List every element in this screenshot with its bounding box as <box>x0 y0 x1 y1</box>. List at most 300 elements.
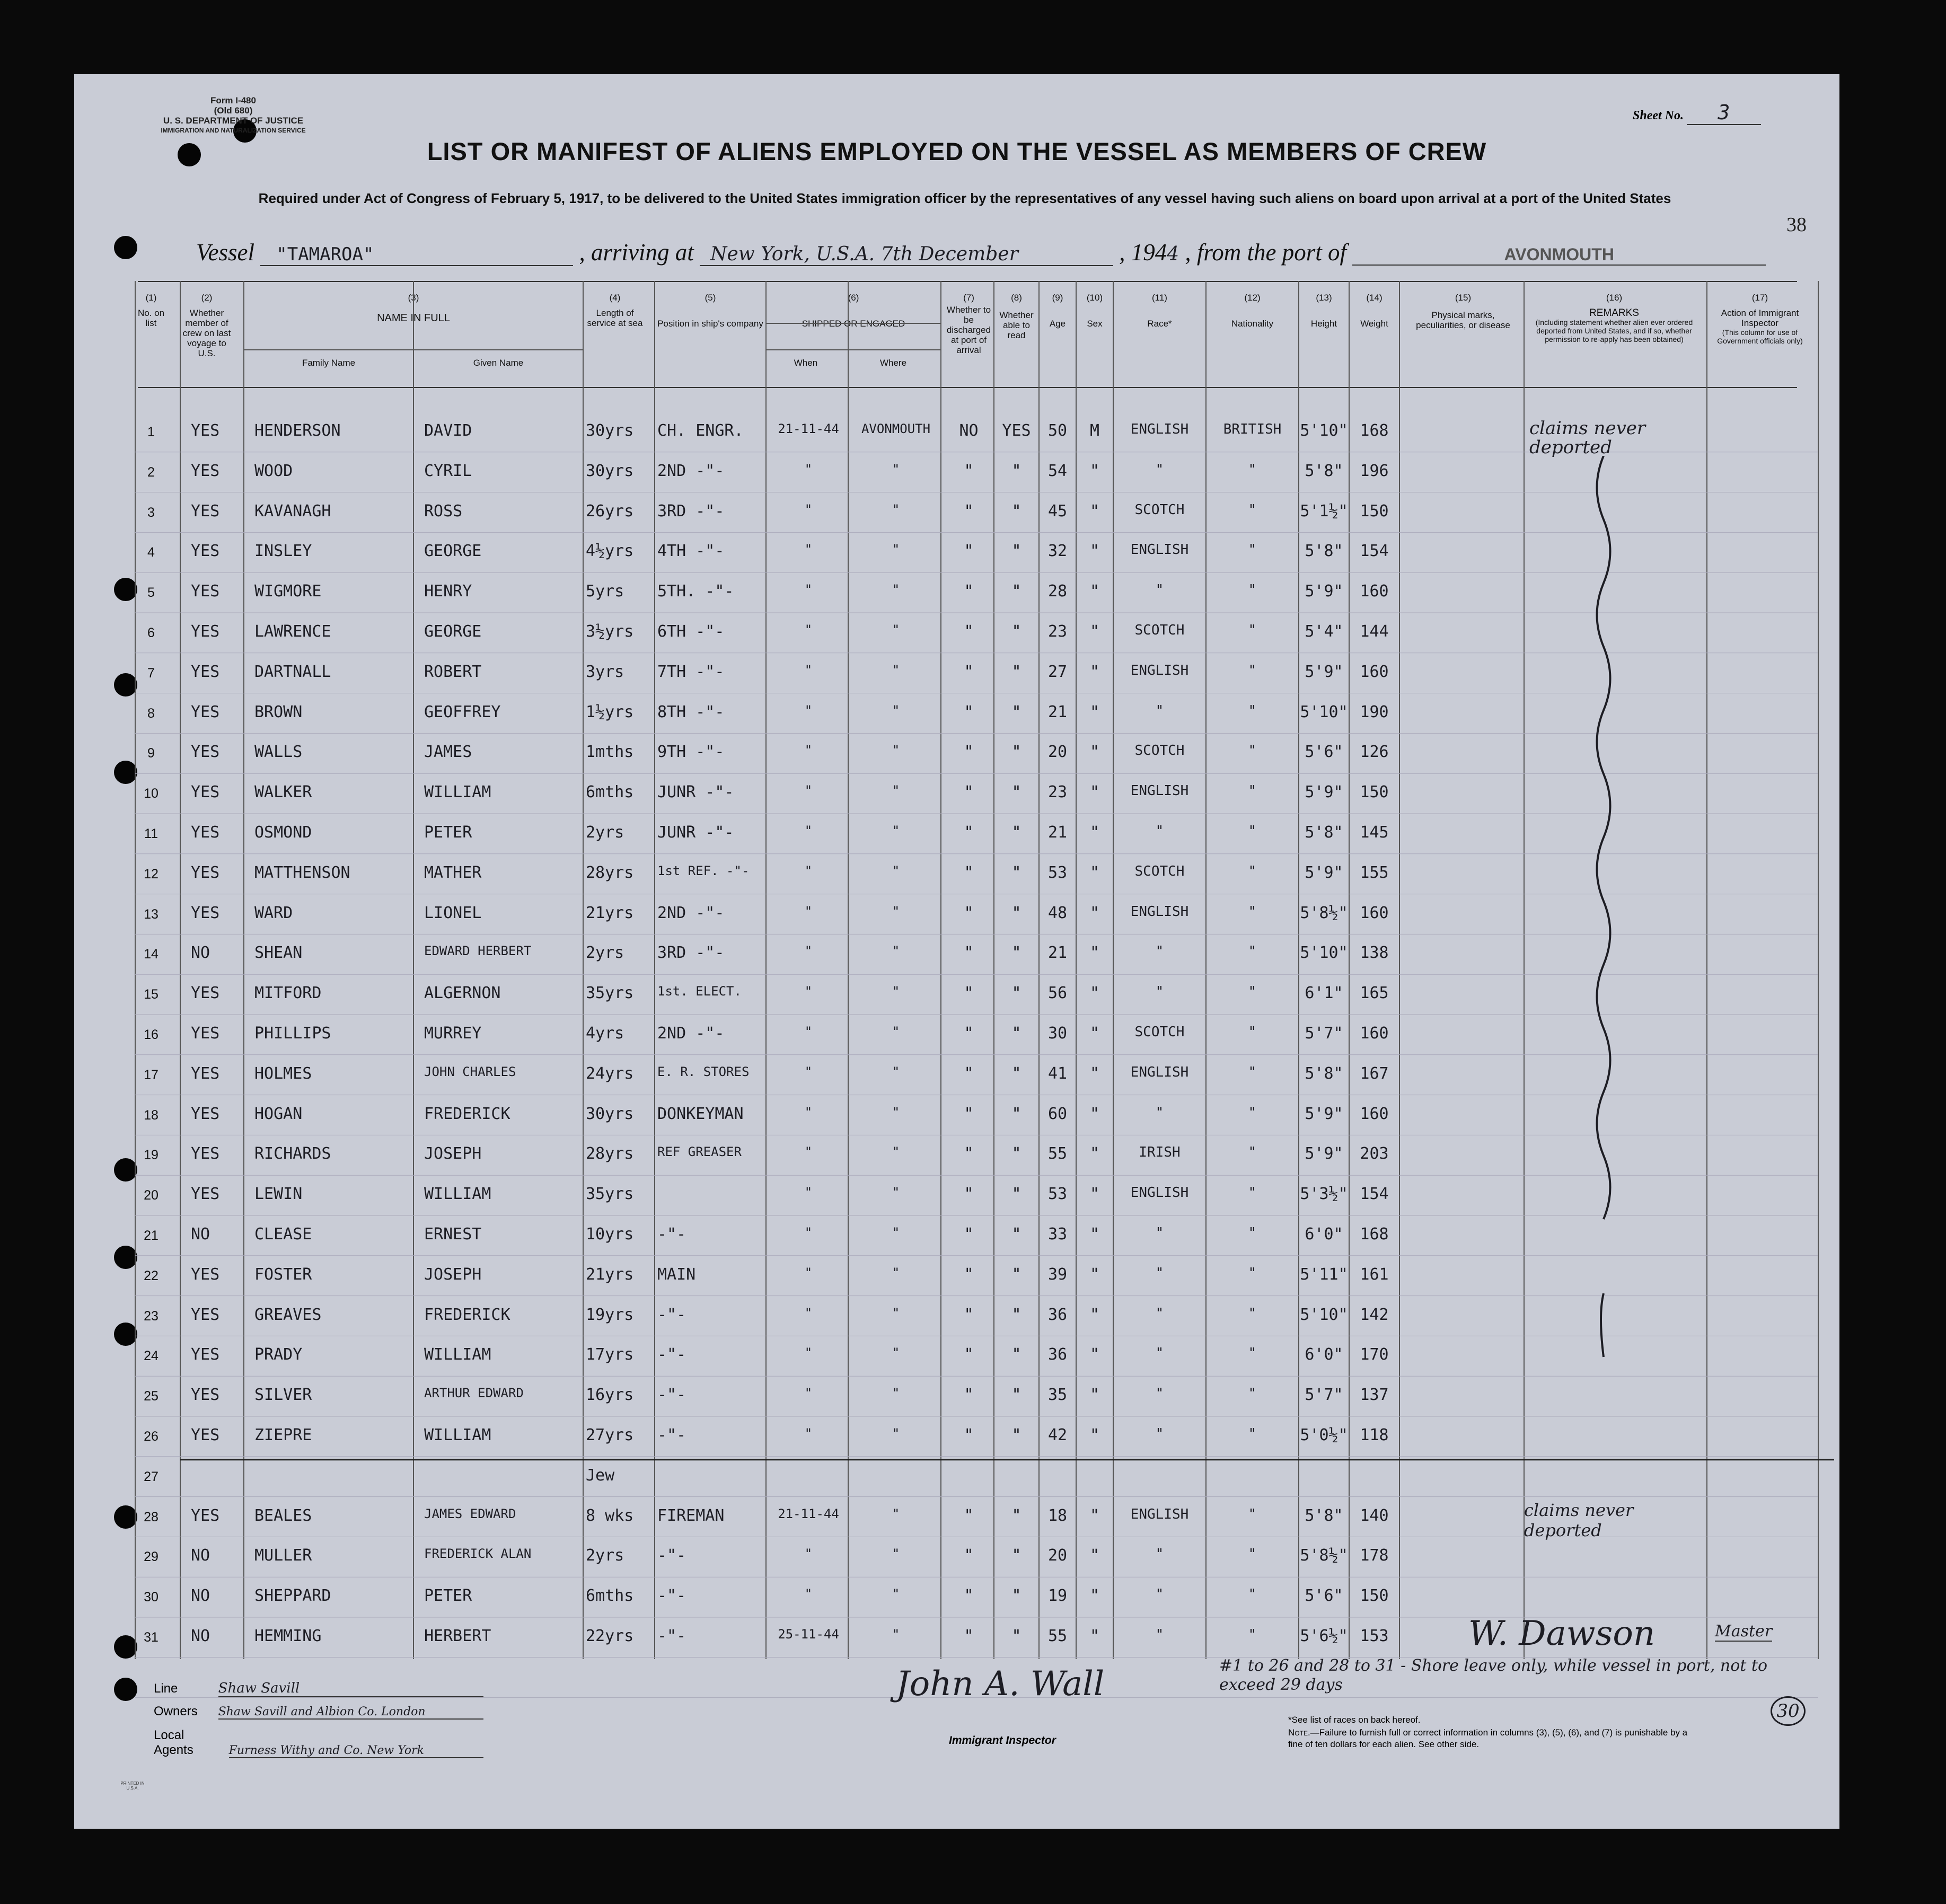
cell-discharged: " <box>964 783 974 802</box>
cell-crew: NO <box>191 1627 210 1645</box>
cell-discharged: " <box>964 903 974 922</box>
cell-read: " <box>1011 1265 1022 1284</box>
cell-family: WALKER <box>254 783 312 802</box>
cell-position: JUNR -"- <box>657 783 734 802</box>
cell-age: 53 <box>1047 863 1068 882</box>
cell-sex: " <box>1089 501 1100 521</box>
cell-read: " <box>1011 582 1022 601</box>
cell-weight: 160 <box>1360 903 1389 922</box>
arriving-port: New York, U.S.A. 7th December <box>700 243 1113 266</box>
cell-read: " <box>1011 622 1022 641</box>
cell-position: -"- <box>657 1627 686 1645</box>
cell-where: " <box>892 944 900 959</box>
cell-sex: " <box>1089 1104 1100 1123</box>
cell-height: 5'7" <box>1305 1024 1343 1043</box>
cell-nationality: " <box>1248 743 1257 759</box>
cell-crew: YES <box>191 622 220 641</box>
cell-service: 27yrs <box>586 1426 634 1444</box>
cell-service: 30yrs <box>586 461 634 480</box>
printer-mark: PRINTED IN U.S.A. <box>120 1781 145 1791</box>
cell-height: 5'8" <box>1305 823 1343 842</box>
col17-header: (17) Action of Immigrant Inspector (This column for use of Government officials only) <box>1710 293 1810 345</box>
cell-height: 5'8½" <box>1300 1546 1348 1565</box>
cell-sex: " <box>1089 1426 1100 1444</box>
page-subtitle: Required under Act of Congress of February 5, 1917, to be delivered to the United States immigration officer by the representatives of any vessel having such aliens on board upon arrival at a port of the United States <box>258 190 1671 206</box>
form-service: IMMIGRATION AND NATURALIZATION SERVICE <box>161 127 306 134</box>
cell-weight: 140 <box>1360 1506 1389 1525</box>
from-port: AVONMOUTH <box>1352 245 1766 266</box>
cell-when: " <box>804 1386 813 1401</box>
cell-read: " <box>1011 863 1022 882</box>
cell-read: " <box>1011 1064 1022 1083</box>
cell-sex: " <box>1089 1024 1100 1043</box>
cell-no: 28 <box>144 1509 159 1524</box>
cell-when: " <box>804 1586 813 1602</box>
col17-label: Action of Immigrant Inspector <box>1721 308 1799 328</box>
cell-discharged: " <box>964 1627 974 1645</box>
cell-weight: 142 <box>1360 1305 1389 1324</box>
col10-header: (10) Sex <box>1076 293 1113 329</box>
cell-family: LAWRENCE <box>254 622 331 641</box>
cell-weight: 154 <box>1360 542 1389 561</box>
cell-service: 24yrs <box>586 1064 634 1083</box>
form-number: Form I-480 <box>210 95 256 105</box>
cell-race: " <box>1155 1345 1164 1362</box>
cell-family: HENDERSON <box>254 421 341 440</box>
col13-label: Height <box>1310 319 1337 329</box>
cell-age: 39 <box>1047 1265 1068 1284</box>
cell-discharged: " <box>964 1506 974 1525</box>
cell-height: 5'1½" <box>1300 501 1348 521</box>
cell-discharged: " <box>964 501 974 521</box>
cell-read: " <box>1011 903 1022 922</box>
vessel-label: Vessel <box>196 239 254 266</box>
cell-where: " <box>892 582 900 597</box>
cell-position: -"- <box>657 1225 686 1244</box>
cell-where: " <box>892 1024 900 1039</box>
cell-race: " <box>1155 1104 1164 1121</box>
cell-family: HOLMES <box>254 1064 312 1083</box>
line-label: Line <box>154 1681 178 1696</box>
cell-height: 5'8" <box>1305 461 1343 480</box>
cell-given: HERBERT <box>424 1627 491 1645</box>
cell-family: CLEASE <box>254 1225 312 1244</box>
cell-height: 5'9" <box>1305 662 1343 681</box>
col3-family-header: Family Name <box>302 358 356 368</box>
cell-discharged: " <box>964 1024 974 1043</box>
cell-age: 32 <box>1047 542 1068 561</box>
cell-where: " <box>892 1546 900 1562</box>
cell-service: 21yrs <box>586 903 634 922</box>
cell-weight: 144 <box>1360 622 1389 641</box>
cell-service: 28yrs <box>586 1144 634 1163</box>
cell-service: 17yrs <box>586 1345 634 1364</box>
cell-where: " <box>892 1265 900 1280</box>
cell-no: 21 <box>144 1228 159 1243</box>
cell-crew: YES <box>191 863 220 882</box>
cell-nationality: " <box>1248 542 1257 558</box>
cell-discharged: " <box>964 1225 974 1244</box>
cell-when: " <box>804 863 813 878</box>
agents-value: Furness Withy and Co. New York <box>229 1744 483 1758</box>
cell-family: FOSTER <box>254 1265 312 1284</box>
col15-header: (15) Physical marks, peculiarities, or disease <box>1416 293 1510 330</box>
cell-sex: " <box>1089 1144 1100 1163</box>
cell-position: E. R. STORES <box>657 1064 750 1079</box>
col6-header: (6) SHIPPED OR ENGAGED <box>766 293 941 329</box>
cell-where: " <box>892 702 900 718</box>
cell-nationality: " <box>1248 863 1257 879</box>
punch-hole <box>114 1323 137 1346</box>
cell-no: 17 <box>144 1067 159 1082</box>
header-top-rule <box>138 281 1797 282</box>
punch-hole <box>114 1678 137 1701</box>
cell-read: " <box>1011 1386 1022 1405</box>
cell-age: 50 <box>1047 421 1068 440</box>
cell-nationality: " <box>1248 1265 1257 1281</box>
cell-no: 24 <box>144 1348 159 1364</box>
cell-crew: YES <box>191 662 220 681</box>
cell-service: 3yrs <box>586 662 624 681</box>
circled-count-value: 30 <box>1776 1700 1800 1722</box>
cell-read: " <box>1011 1506 1022 1525</box>
cell-where: " <box>892 1506 900 1521</box>
cell-weight: 126 <box>1360 743 1389 762</box>
cell-weight: 138 <box>1360 944 1389 963</box>
cell-race: SCOTCH <box>1134 501 1185 518</box>
cell-given: PETER <box>424 1586 472 1606</box>
cell-weight: 165 <box>1360 984 1389 1003</box>
cell-given: PETER <box>424 823 472 842</box>
cell-family: MITFORD <box>254 984 322 1003</box>
col16-label: REMARKS <box>1589 307 1639 319</box>
cell-where: " <box>892 1104 900 1120</box>
cell-sex: " <box>1089 984 1100 1003</box>
cell-read: " <box>1011 461 1022 480</box>
cell-where: " <box>892 1305 900 1320</box>
cell-sex: " <box>1089 1265 1100 1284</box>
cell-nationality: " <box>1248 702 1257 719</box>
cell-when: " <box>804 944 813 959</box>
cell-discharged: " <box>964 1586 974 1606</box>
cell-crew: YES <box>191 1185 220 1204</box>
cell-weight: 190 <box>1360 702 1389 721</box>
cell-age: 19 <box>1047 1586 1068 1606</box>
col5-label: Position in ship's company <box>657 319 763 329</box>
cell-service: 2yrs <box>586 944 624 963</box>
cell-family: PHILLIPS <box>254 1024 331 1043</box>
cell-given: GEORGE <box>424 622 482 641</box>
punch-hole <box>114 673 137 697</box>
cell-where: " <box>892 1185 900 1200</box>
cell-height: 5'0½" <box>1300 1426 1348 1444</box>
cell-crew: YES <box>191 1265 220 1284</box>
cell-position: 7TH -"- <box>657 662 725 681</box>
cell-read: " <box>1011 1104 1022 1123</box>
cell-where: " <box>892 1064 900 1079</box>
cell-discharged: " <box>964 662 974 681</box>
cell-read: " <box>1011 783 1022 802</box>
footer-agents-row <box>154 1728 483 1758</box>
col4-label: Length of service at sea <box>587 308 643 328</box>
cell-no: 20 <box>144 1188 159 1203</box>
cell-sex: " <box>1089 1064 1100 1083</box>
col15-label: Physical marks, peculiarities, or disease <box>1416 310 1510 330</box>
vessel-name: "TAMAROA" <box>260 244 573 266</box>
cell-family: PRADY <box>254 1345 303 1364</box>
cell-nationality: " <box>1248 461 1257 478</box>
col8-header: (8) Whether able to read <box>994 293 1039 340</box>
cell-discharged: " <box>964 984 974 1003</box>
cell-age: 21 <box>1047 944 1068 963</box>
cell-race: " <box>1155 1627 1164 1643</box>
cell-discharged: " <box>964 1546 974 1565</box>
cell-age: 27 <box>1047 662 1068 681</box>
col12-label: Nationality <box>1231 319 1274 329</box>
cell-weight: 160 <box>1360 582 1389 601</box>
cell-crew: YES <box>191 1386 220 1405</box>
cell-race: " <box>1155 823 1164 839</box>
cell-service: 8 wks <box>586 1506 634 1525</box>
cell-sex: " <box>1089 1546 1100 1565</box>
cell-height: 5'6" <box>1305 1586 1343 1606</box>
cell-nationality: " <box>1248 1104 1257 1121</box>
cell-age: 36 <box>1047 1345 1068 1364</box>
cell-no: 19 <box>144 1148 159 1163</box>
cell-race: ENGLISH <box>1130 421 1189 437</box>
cell-service: 35yrs <box>586 984 634 1003</box>
cell-age: 60 <box>1047 1104 1068 1123</box>
cell-service: 2yrs <box>586 823 624 842</box>
cell-position: 3RD -"- <box>657 501 725 521</box>
remarks-first: claims never deported <box>1529 418 1646 458</box>
cell-no: 14 <box>144 947 159 962</box>
cell-weight: 145 <box>1360 823 1389 842</box>
cell-where: " <box>892 1386 900 1401</box>
cell-position: -"- <box>657 1386 686 1405</box>
cell-sex: " <box>1089 1627 1100 1645</box>
col3-label: NAME IN FULL <box>377 312 450 324</box>
cell-discharged: " <box>964 1305 974 1324</box>
punch-hole <box>114 761 137 784</box>
cell-height: 5'7" <box>1305 1386 1343 1405</box>
cell-nationality: " <box>1248 984 1257 1000</box>
cell-age: 36 <box>1047 1305 1068 1324</box>
page-title: LIST OR MANIFEST OF ALIENS EMPLOYED ON THE VESSEL AS MEMBERS OF CREW <box>427 137 1487 165</box>
cell-service: 5yrs <box>586 582 624 601</box>
cell-where: " <box>892 1225 900 1240</box>
cell-given: ROBERT <box>424 662 482 681</box>
cell-given: JOSEPH <box>424 1265 482 1284</box>
cell-given: WILLIAM <box>424 1426 491 1444</box>
cell-read: " <box>1011 1586 1022 1606</box>
cell-age: 54 <box>1047 461 1068 480</box>
cell-when: " <box>804 1064 813 1079</box>
cell-no: 18 <box>144 1107 159 1123</box>
cell-service: 21yrs <box>586 1265 634 1284</box>
cell-no: 6 <box>147 625 155 640</box>
cell-given: CYRIL <box>424 461 472 480</box>
cell-race: " <box>1155 1546 1164 1563</box>
cell-age: 21 <box>1047 823 1068 842</box>
cell-when: " <box>804 542 813 557</box>
col13-header: (13) Height <box>1299 293 1349 329</box>
cell-where: " <box>892 501 900 517</box>
cell-service: 1mths <box>586 743 634 762</box>
cell-family: MATTHENSON <box>254 863 350 882</box>
cell-weight: 167 <box>1360 1064 1389 1083</box>
cell-race: " <box>1155 984 1164 1000</box>
cell-no: 5 <box>147 585 155 601</box>
cell-family: SHEPPARD <box>254 1586 331 1606</box>
cell-no: 2 <box>147 464 155 480</box>
cell-race: " <box>1155 582 1164 598</box>
col2-label: Whether member of crew on last voyage to U.S. <box>182 308 231 358</box>
cell-sex: " <box>1089 863 1100 882</box>
cell-discharged: " <box>964 1064 974 1083</box>
col6-when-header: When <box>794 358 818 368</box>
manifest-sheet <box>74 74 1839 1829</box>
cell-service: 10yrs <box>586 1225 634 1244</box>
owners-value: Shaw Savill and Albion Co. London <box>218 1705 483 1720</box>
arriving-label: , arriving at <box>579 239 694 266</box>
cell-discharged: " <box>964 1345 974 1364</box>
cell-sex: " <box>1089 1225 1100 1244</box>
owners-label: Owners <box>154 1704 198 1718</box>
cell-position: -"- <box>657 1426 686 1444</box>
cell-service: Jew <box>586 1466 615 1485</box>
cell-nationality: " <box>1248 1024 1257 1040</box>
cell-crew: YES <box>191 1064 220 1083</box>
cell-position: -"- <box>657 1305 686 1324</box>
note-text: —Failure to furnish full or correct information in columns (3), (5), (6), and (7) is punishable by a fine of ten dollars for each alien. See other side. <box>1288 1727 1688 1749</box>
cell-where: " <box>892 1426 900 1441</box>
cell-weight: 196 <box>1360 461 1389 480</box>
shore-leave-note: #1 to 26 and 28 to 31 - Shore leave only, while vessel in port, not to exceed 29 days <box>1219 1656 1768 1694</box>
cell-position: JUNR -"- <box>657 823 734 842</box>
col6-label: SHIPPED OR ENGAGED <box>802 319 905 329</box>
cell-age: 55 <box>1047 1627 1068 1645</box>
cell-service: 30yrs <box>586 1104 634 1123</box>
cell-given: HENRY <box>424 582 472 601</box>
cell-height: 6'0" <box>1305 1225 1343 1244</box>
cell-sex: " <box>1089 582 1100 601</box>
cell-nationality: " <box>1248 1506 1257 1522</box>
cell-sex: " <box>1089 903 1100 922</box>
cell-race: " <box>1155 461 1164 478</box>
cell-position: -"- <box>657 1586 686 1606</box>
cell-read: " <box>1011 944 1022 963</box>
col11-header: (11) Race* <box>1113 293 1206 329</box>
cell-given: FREDERICK <box>424 1305 510 1324</box>
cell-when: 21-11-44 <box>778 421 839 436</box>
cell-discharged: NO <box>959 421 979 440</box>
col8-label: Whether able to read <box>999 310 1034 340</box>
cell-no: 1 <box>147 425 155 439</box>
cell-when: " <box>804 1144 813 1160</box>
cell-weight: 150 <box>1360 1586 1389 1606</box>
cell-race: ENGLISH <box>1130 542 1189 558</box>
cell-height: 5'3½" <box>1300 1185 1348 1204</box>
cell-discharged: " <box>964 944 974 963</box>
cell-discharged: " <box>964 702 974 721</box>
cell-where: " <box>892 1586 900 1602</box>
cell-weight: 118 <box>1360 1426 1389 1444</box>
cell-crew: NO <box>191 1225 210 1244</box>
cell-discharged: " <box>964 622 974 641</box>
cell-no: 7 <box>147 665 155 681</box>
cell-service: 6mths <box>586 783 634 802</box>
form-department: U. S. DEPARTMENT OF JUSTICE <box>163 116 304 126</box>
cell-age: 30 <box>1047 1024 1068 1043</box>
cell-discharged: " <box>964 823 974 842</box>
cell-no: 3 <box>147 505 155 520</box>
cell-nationality: " <box>1248 1345 1257 1362</box>
cell-family: HEMMING <box>254 1627 322 1645</box>
cell-race: " <box>1155 944 1164 960</box>
col12-header: (12) Nationality <box>1206 293 1299 329</box>
cell-no: 15 <box>144 987 159 1002</box>
year-value: 4 <box>1167 243 1179 265</box>
cell-no: 11 <box>144 826 158 841</box>
cell-height: 5'9" <box>1305 582 1343 601</box>
cell-discharged: " <box>964 1386 974 1405</box>
cell-no: 12 <box>144 866 159 882</box>
cell-nationality: BRITISH <box>1223 421 1282 437</box>
cell-family: HOGAN <box>254 1104 303 1123</box>
cell-crew: NO <box>191 1546 210 1565</box>
cell-nationality: " <box>1248 944 1257 960</box>
cell-nationality: " <box>1248 1305 1257 1321</box>
cell-read: " <box>1011 1345 1022 1364</box>
cell-crew: YES <box>191 1104 220 1123</box>
cell-crew: YES <box>191 903 220 922</box>
cell-crew: YES <box>191 1024 220 1043</box>
col2-header: (2) Whether member of crew on last voyage to U.S. <box>180 293 233 358</box>
cell-service: 28yrs <box>586 863 634 882</box>
page-number: 38 <box>1786 214 1807 236</box>
cell-service: 4½yrs <box>586 542 634 561</box>
form-block <box>138 95 329 136</box>
cell-family: MULLER <box>254 1546 312 1565</box>
col5-header: (5) Position in ship's company <box>655 293 766 329</box>
cell-service: 1½yrs <box>586 702 634 721</box>
header-bottom-rule <box>138 387 1797 388</box>
cell-crew: YES <box>191 823 220 842</box>
cell-age: 23 <box>1047 783 1068 802</box>
cell-crew: YES <box>191 783 220 802</box>
sheet-value: 3 <box>1687 101 1761 125</box>
cell-given: ALGERNON <box>424 984 501 1003</box>
cell-race: " <box>1155 1586 1164 1603</box>
cell-read: " <box>1011 1225 1022 1244</box>
cell-when: " <box>804 984 813 999</box>
cell-where: " <box>892 461 900 477</box>
cell-nationality: " <box>1248 1185 1257 1201</box>
cell-nationality: " <box>1248 783 1257 799</box>
cell-age: 41 <box>1047 1064 1068 1083</box>
col14-header: (14) Weight <box>1349 293 1399 329</box>
cell-age: 35 <box>1047 1386 1068 1405</box>
cell-when: " <box>804 823 813 838</box>
cell-no: 30 <box>144 1590 159 1605</box>
cell-no: 8 <box>147 706 155 721</box>
cell-family: OSMOND <box>254 823 312 842</box>
cell-height: 5'9" <box>1305 1104 1343 1123</box>
cell-where: " <box>892 542 900 557</box>
cell-where: " <box>892 863 900 878</box>
col1-header: (1) No. on list <box>135 293 167 328</box>
